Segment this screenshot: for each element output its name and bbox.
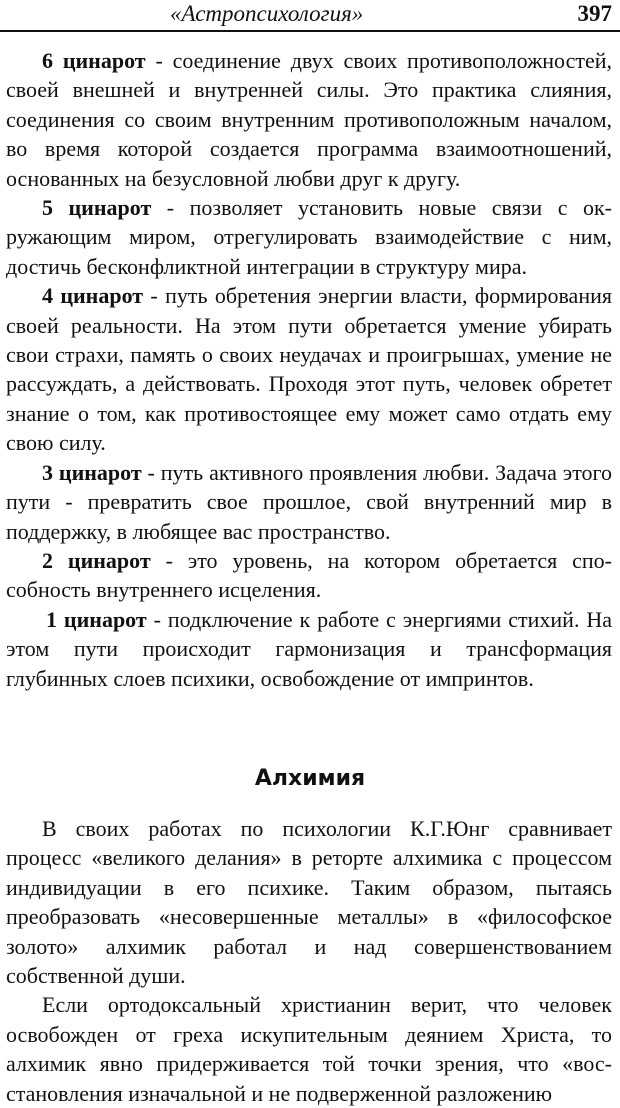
tsinarot-term: 2 цинарот [42, 547, 151, 573]
tsinarot-paragraph-2 [6, 546, 612, 605]
tsinarot-paragraph-3 [6, 458, 612, 546]
body-paragraph: Если ортодоксальный христианин верит, что человек освобожден от греха искупительным деянием Христа, то алхимик явно придерживается той точки зрения, что «восстановления изначальной и не подверженной разложению [6, 992, 612, 1106]
tsinarot-description: - позволяет установить новые связи с окружающим миром, отрегулировать взаимодействие с ним, достичь бесконфликтной интеграции в структуру мира. [6, 195, 612, 279]
tsinarot-description: - путь активного проявления любви. Задача этого пути - превратить свое прошлое, свой внутренний мир в поддержку, в любящее вас пространство. [6, 459, 612, 544]
tsinarot-description: - это уровень, на котором обретается способность внутреннего исцеления. [6, 547, 612, 603]
tsinarot-term: 3 цинарот [42, 459, 142, 485]
tsinarot-paragraph-1 [6, 605, 612, 693]
tsinarot-term: 1 цинарот [46, 606, 147, 632]
tsinarot-term: 5 цинарот [42, 195, 152, 221]
tsinarot-description: - путь обретения энергии власти, формирования своей реальности. На этом пути обретается умение убирать свои страхи, память о своих неудачах и проигрышах, умение не рассуждать, а действовать. Проходя этот путь, человек обретет знание о том, как противостоящее ему может само отдать ему свою силу. [6, 283, 612, 456]
body-paragraph: В своих работах по психологии К.Г.Юнг сравнивает процесс «великого делания» в реторте алхимика с процессом индивидуации в его психике. Таким образом, пытаясь преобразовать «несовершенные металлы» в «философское золото» алхимик работал и над совершенствованием собственной души. [6, 816, 612, 989]
page-number: 397 [577, 1, 612, 26]
running-title: «Астропсихология» [170, 1, 364, 26]
tsinarot-paragraph-4 [6, 281, 612, 457]
page-header [0, 0, 620, 32]
tsinarot-term: 6 цинарот [42, 48, 146, 73]
tsinarot-description: - соединение двух своих противоположностей, своей внешней и внутренней силы. Это практика слияния, соединения со своим внутренним противоположным началом, во время которой создается программа взаимоотношений, основанных на безусловной любви друг к другу. [6, 48, 613, 191]
tsinarot-description: - подключение к работе с энергиями стихий. На этом пути происходит гармонизация и трансформация глубинных слоев психики, освобождение от импринтов. [6, 606, 613, 691]
tsinarot-paragraph-5 [6, 193, 612, 281]
tsinarot-list [6, 46, 612, 693]
tsinarot-paragraph-6 [6, 46, 612, 193]
alchemy-section-body [6, 814, 612, 1108]
tsinarot-term: 4 цинарот [42, 283, 144, 309]
section-heading: Алхимия [254, 766, 366, 791]
